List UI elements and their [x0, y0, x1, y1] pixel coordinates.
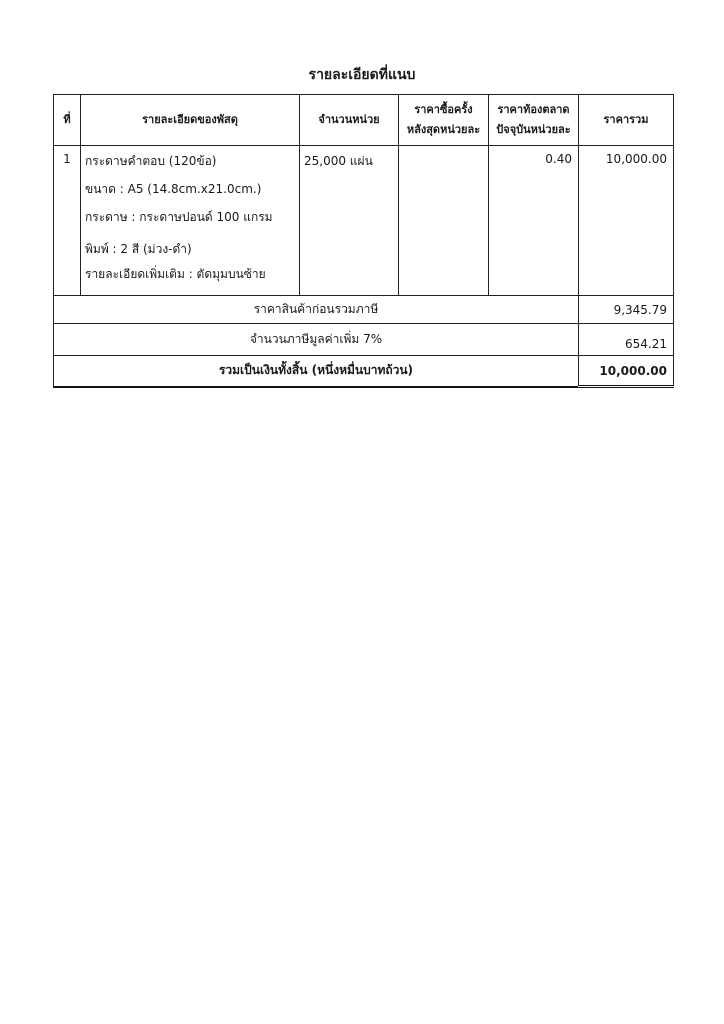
item-market-price: 0.40 — [489, 146, 579, 296]
item-description-line: ขนาด : A5 (14.8cm.x21.0cm.) — [85, 182, 262, 196]
header-market-price-line1: ราคาท้องตลาด — [497, 103, 570, 116]
item-description-line: กระดาษคำตอบ (120ข้อ) — [85, 154, 217, 168]
item-last-price — [399, 146, 489, 296]
subtotal-label: ราคาสินค้าก่อนรวมภาษี — [54, 296, 579, 324]
header-last-price-line2: หลังสุดหน่วยละ — [406, 123, 481, 136]
item-description-line: พิมพ์ : 2 สี (ม่วง-ดำ) — [85, 242, 192, 256]
header-total: ราคารวม — [579, 95, 674, 146]
header-market-price — [489, 95, 579, 146]
header-no: ที่ — [54, 95, 81, 146]
vat-row — [54, 324, 674, 356]
attachment-table — [53, 94, 674, 388]
header-last-price — [399, 95, 489, 146]
item-description — [81, 146, 300, 296]
item-description-line: รายละเอียดเพิ่มเติม : ตัดมุมบนซ้าย — [85, 267, 266, 281]
item-quantity: 25,000 แผ่น — [300, 146, 399, 296]
header-description: รายละเอียดของพัสดุ — [81, 95, 300, 146]
vat-value: 654.21 — [579, 324, 674, 356]
grand-total-row — [54, 356, 674, 387]
vat-label: จำนวนภาษีมูลค่าเพิ่ม 7% — [54, 324, 579, 356]
table-header-row — [54, 95, 674, 146]
header-market-price-line2: ปัจจุบันหน่วยละ — [496, 123, 571, 136]
item-description-line: กระดาษ : กระดาษปอนด์ 100 แกรม — [85, 210, 273, 224]
item-no: 1 — [54, 146, 81, 296]
grand-total-label: รวมเป็นเงินทั้งสิ้น (หนึ่งหมื่นบาทถ้วน) — [54, 356, 579, 387]
grand-total-value: 10,000.00 — [579, 356, 674, 387]
item-total: 10,000.00 — [579, 146, 674, 296]
subtotal-value: 9,345.79 — [579, 296, 674, 324]
document-title: รายละเอียดที่แนบ — [308, 67, 416, 83]
header-last-price-line1: ราคาซื้อครั้ง — [414, 103, 473, 116]
table-row — [54, 146, 674, 296]
subtotal-row — [54, 296, 674, 324]
header-quantity: จำนวนหน่วย — [300, 95, 399, 146]
